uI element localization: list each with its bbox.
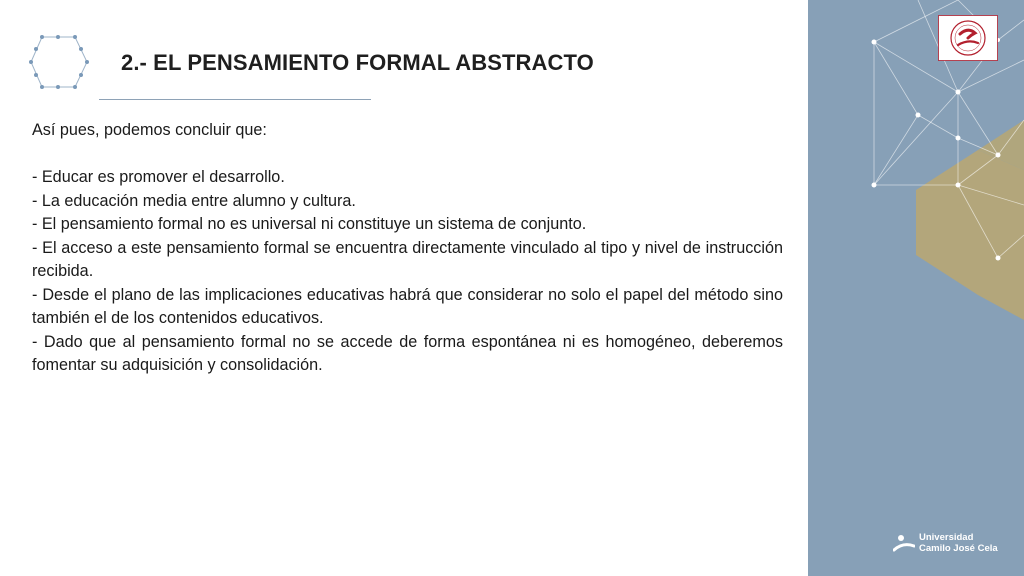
title-divider [99,99,371,100]
footer-logo-line2: Camilo José Cela [919,543,998,554]
side-panel-network-graphic [808,0,1024,576]
bullet-point: - El pensamiento formal no es universal ni constituye un sistema de conjunto. [32,215,587,233]
bullet-point: - El acceso a este pensamiento formal se encuentra directamente vinculado al tipo y nivel de instrucción recibida. [32,238,783,280]
footer-logo-line1: Universidad [919,532,974,543]
footer-logo [893,530,998,556]
bullet-point: - Educar es promover el desarrollo. [32,168,285,186]
logo-swoosh-icon [893,532,915,554]
intro-text: Así pues, podemos concluir que: [32,121,267,139]
bullet-point: - La educación media entre alumno y cultura. [32,191,356,210]
bullet-point: - Dado que al pensamiento formal no se accede de forma espontánea ni es homogéneo, deberemos fomentar su adquisición y consolidación. [32,332,783,374]
bullet-point: - Desde el plano de las implicaciones educativas habrá que considerar no solo el papel del método sino también el de los contenidos educativos. [32,285,783,327]
slide-title: 2.- EL PENSAMIENTO FORMAL ABSTRACTO [121,50,594,75]
hexagon-dots-icon [28,32,90,92]
slide-body [32,119,783,378]
university-seal-logo [938,15,998,61]
